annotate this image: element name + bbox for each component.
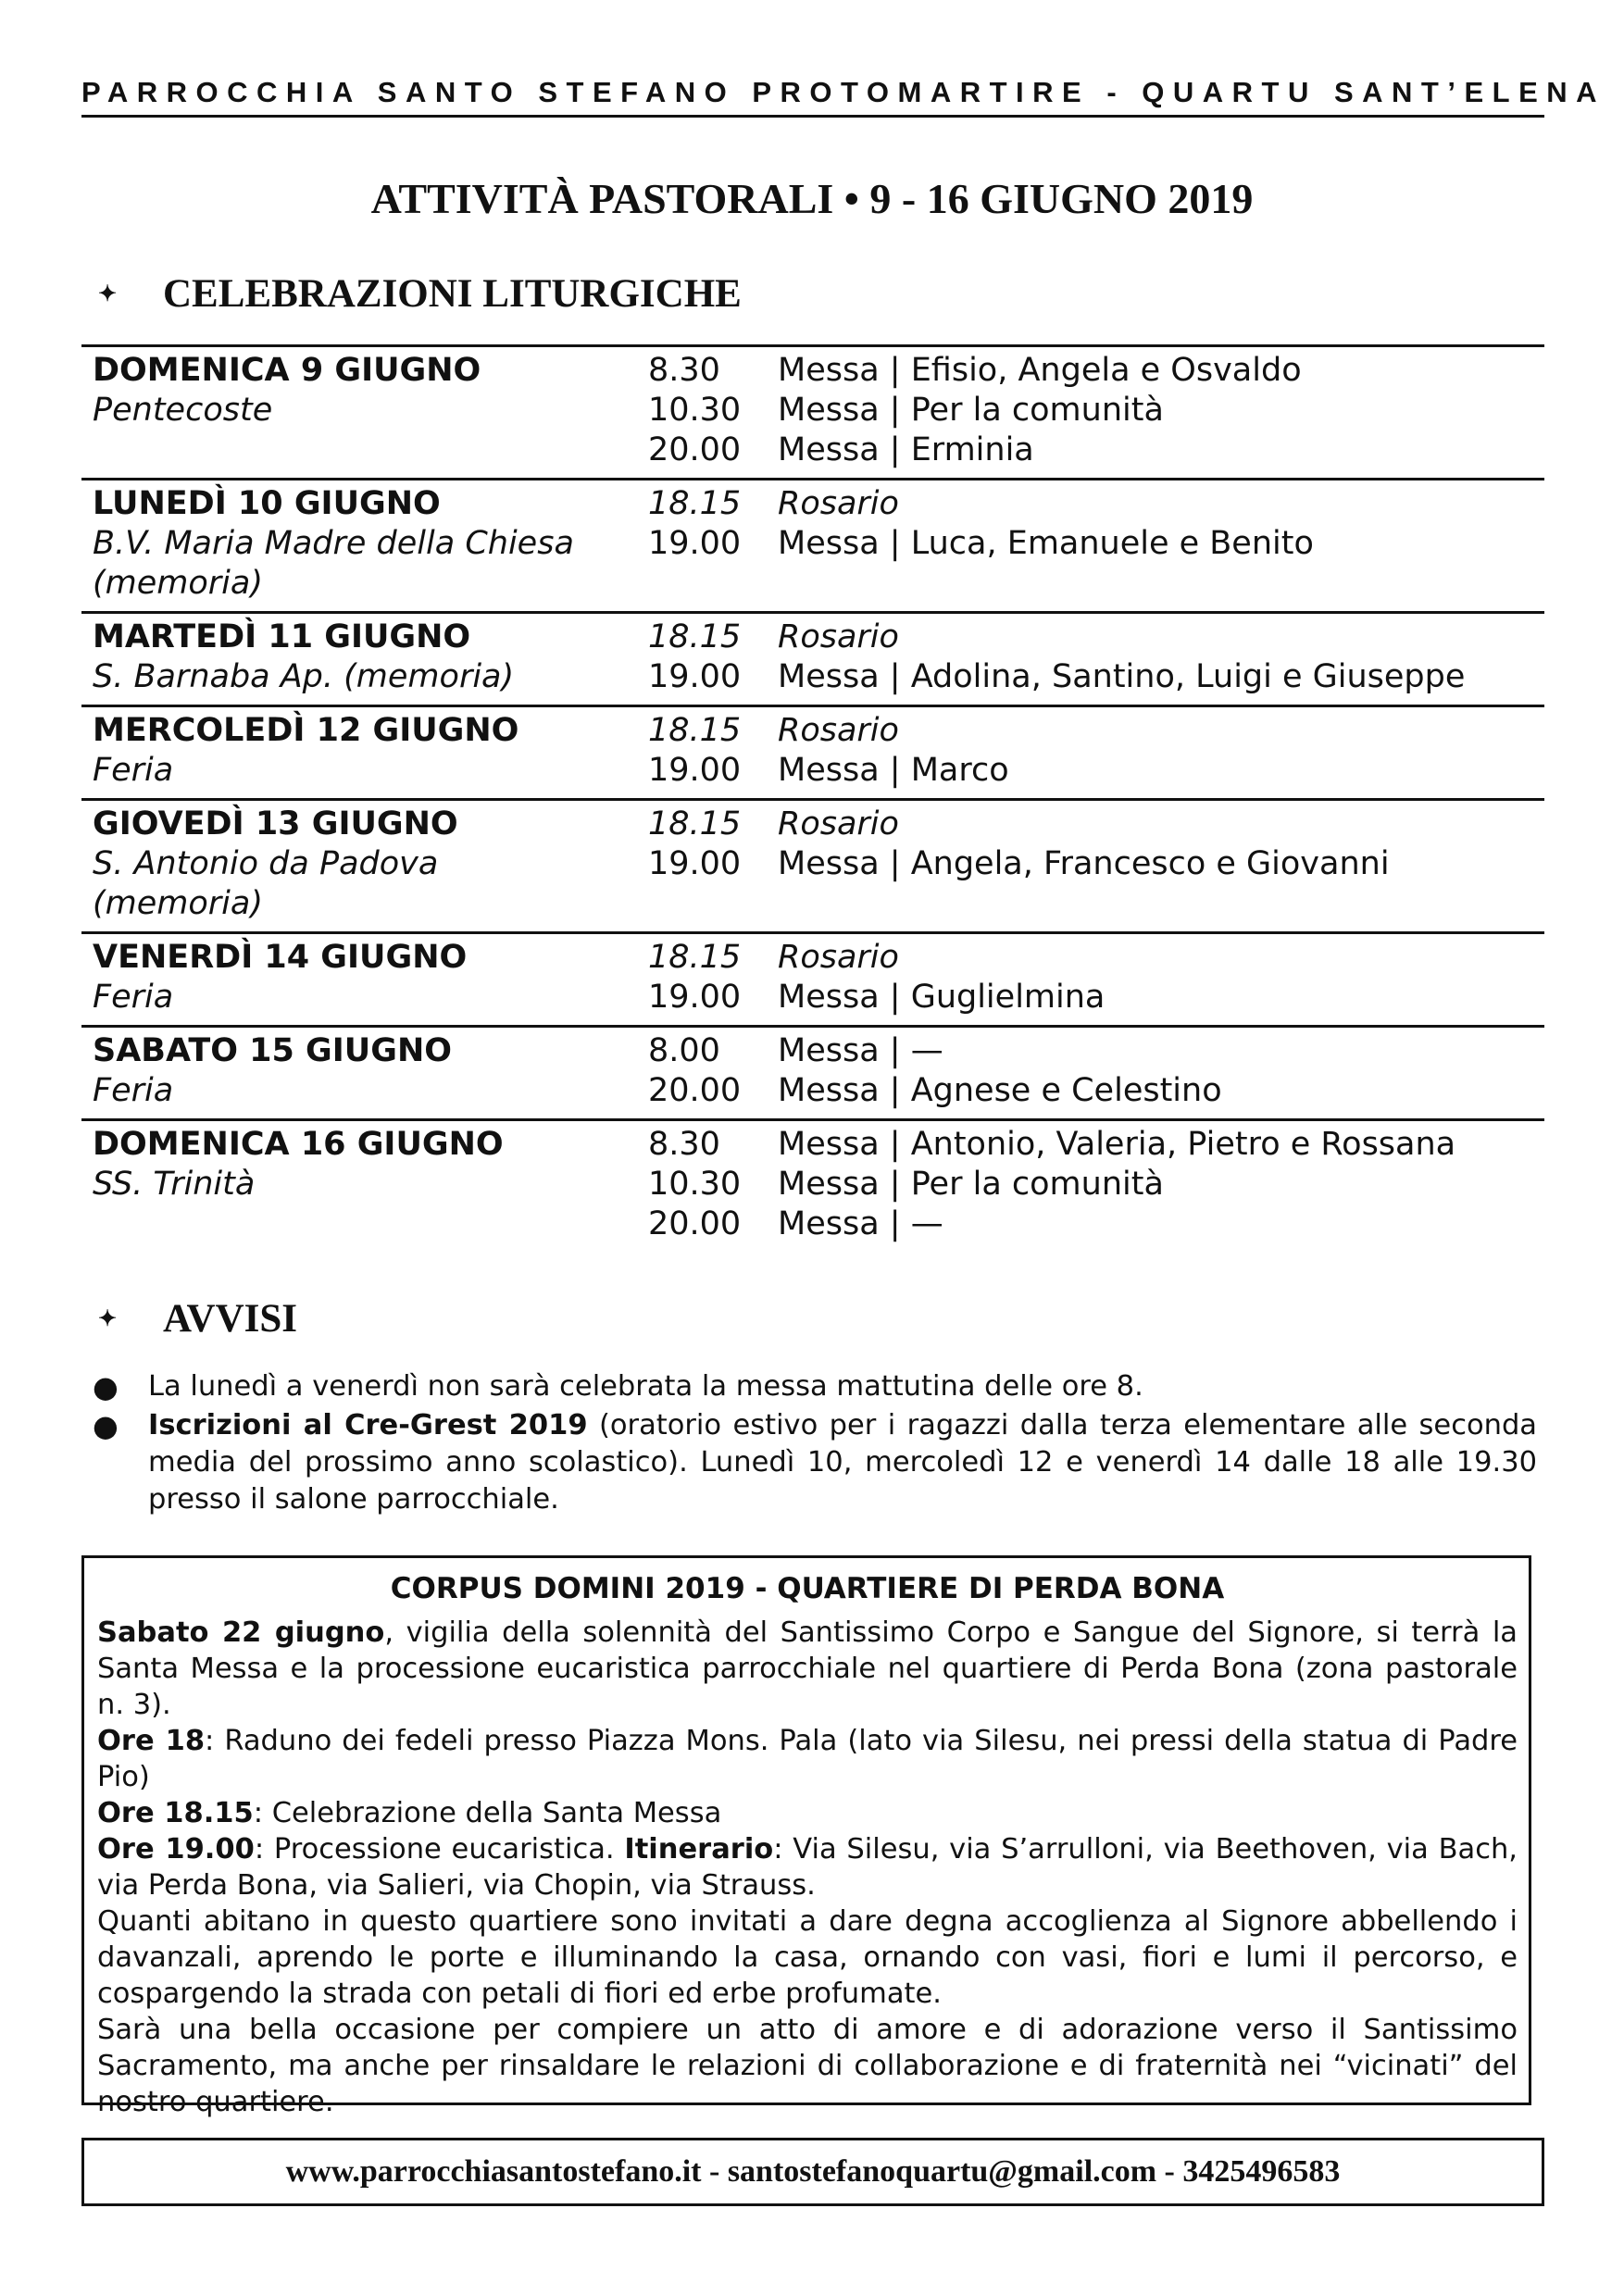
box-body [97, 1615, 1518, 2120]
day-row [81, 1031, 1544, 1071]
day-name: SABATO 15 GIUGNO [93, 1032, 452, 1069]
event-description: Messa | Erminia [778, 431, 1034, 468]
box-paragraph [97, 2012, 1518, 2120]
day-row [81, 391, 1544, 430]
box-paragraph [97, 1723, 1518, 1795]
event-description: Rosario [778, 939, 899, 976]
event-time: 19.00 [648, 845, 742, 882]
text-run: Quanti abitano in questo quartiere sono invitati a dare degna accoglienza al Signore abbellendo i davanzali, aprendo le porte e illuminando la casa, ornando con vasi, fiori e lumi il percorso, e cospargendo la strada con petali di fiori ed erbe profumate. [97, 1905, 1518, 2010]
day-name: MERCOLEDÌ 12 GIUGNO [93, 712, 519, 749]
bold-text: Ore 19.00 [97, 1833, 255, 1866]
liturgical-day: Feria [93, 979, 174, 1016]
liturgical-day: Pentecoste [93, 392, 273, 429]
liturgical-day: SS. Trinità [93, 1166, 256, 1203]
event-description: Messa | Marco [778, 752, 1009, 789]
event-description: Messa | — [778, 1205, 943, 1242]
day-name: LUNEDÌ 10 GIUGNO [93, 485, 441, 522]
event-time: 18.15 [648, 712, 742, 749]
text-run: : Raduno dei fedeli presso Piazza Mons. Pala (lato via Silesu, nei pressi della statua di Padre Pio) [97, 1725, 1518, 1793]
event-description: Rosario [778, 485, 899, 522]
contact-footer: www.parrocchiasantostefano.it - santostefanoquartu@gmail.com - 3425496583 [81, 2138, 1544, 2206]
event-description: Messa | Angela, Francesco e Giovanni [778, 845, 1390, 882]
day-block [81, 1118, 1544, 1252]
event-time: 20.00 [648, 1205, 742, 1242]
day-row [81, 884, 1544, 924]
day-block [81, 611, 1544, 705]
event-time: 8.30 [648, 352, 720, 389]
four-pointed-star-icon: ✦ [98, 1307, 118, 1331]
day-name: GIOVEDÌ 13 GIUGNO [93, 805, 458, 842]
day-row [81, 351, 1544, 391]
event-time: 8.00 [648, 1032, 720, 1069]
day-row [81, 711, 1544, 751]
day-row [81, 978, 1544, 1017]
day-block [81, 344, 1544, 478]
bold-text: Ore 18.15 [97, 1797, 254, 1829]
box-paragraph [97, 1615, 1518, 1723]
day-row [81, 1125, 1544, 1165]
box-title: CORPUS DOMINI 2019 - QUARTIERE DI PERDA BONA [390, 1572, 1225, 1605]
text-run: Sarà una bella occasione per compiere un atto di amore e di adorazione verso il Santissimo Sacramento, ma anche per rinsaldare le relazioni di collaborazione e di fraternità nei “vicinati” del nostro quartiere. [97, 2014, 1518, 2118]
text-run: (oratorio estivo per i ragazzi dalla terza elementare alle seconda media del prossimo anno scolastico). Lunedì 10, mercoledì 12 e venerdì 14 dalle 18 alle 19.30 presso il salone parrocchiale. [148, 1409, 1537, 1516]
parish-header: PARROCCHIA SANTO STEFANO PROTOMARTIRE - QUARTU SANT’ELENA [81, 76, 1606, 108]
text-run: : Via Silesu, via S’arrulloni, via Beethoven, via Bach, via Perda Bona, via Salieri, via Chopin, via Strauss. [97, 1833, 1518, 1902]
bullet-icon: ● [93, 1369, 119, 1404]
notice-item [93, 1368, 1537, 1405]
event-description: Messa | Luca, Emanuele e Benito [778, 525, 1314, 562]
liturgical-day: Feria [93, 1072, 174, 1109]
text-run: : Processione eucaristica. [254, 1833, 625, 1866]
day-row [81, 524, 1544, 564]
liturgical-day: B.V. Maria Madre della Chiesa [93, 525, 574, 562]
day-block [81, 1025, 1544, 1118]
day-row [81, 938, 1544, 978]
text-run: : Celebrazione della Santa Messa [253, 1797, 722, 1829]
day-row [81, 1071, 1544, 1111]
event-description: Messa | Per la comunità [778, 392, 1164, 429]
event-description: Rosario [778, 805, 899, 842]
event-time: 19.00 [648, 979, 742, 1016]
liturgical-day: (memoria) [93, 565, 264, 602]
event-time: 20.00 [648, 1072, 742, 1109]
corpus-domini-box [81, 1555, 1531, 2118]
event-description: Messa | Antonio, Valeria, Pietro e Rossana [778, 1126, 1456, 1163]
event-description: Messa | — [778, 1032, 943, 1069]
event-description: Messa | Guglielmina [778, 979, 1106, 1016]
bold-text: Ore 18 [97, 1725, 206, 1757]
bold-text: Itinerario [624, 1833, 774, 1866]
bold-text: Sabato 22 giugno [97, 1616, 385, 1649]
day-block [81, 705, 1544, 798]
event-time: 8.30 [648, 1126, 720, 1163]
box-paragraph [97, 1795, 1518, 1831]
text-run: La lunedì a venerdì non sarà celebrata la messa mattutina delle ore 8. [148, 1370, 1143, 1403]
day-row [81, 751, 1544, 791]
day-row [81, 844, 1544, 884]
empty-cell [81, 430, 648, 470]
box-paragraph [97, 1903, 1518, 2012]
liturgical-day: S. Antonio da Padova [93, 845, 439, 882]
liturgy-schedule [81, 344, 1544, 1252]
event-time: 10.30 [648, 392, 742, 429]
day-row [81, 430, 1544, 470]
notices-list [93, 1368, 1537, 1520]
liturgical-day: Feria [93, 752, 174, 789]
event-time: 18.15 [648, 805, 742, 842]
empty-cell [81, 1204, 648, 1244]
page-title: ATTIVITÀ PASTORALI • 9 - 16 GIUGNO 2019 [370, 175, 1254, 222]
day-row [81, 805, 1544, 844]
box-paragraph [97, 1831, 1518, 1903]
day-block [81, 931, 1544, 1025]
liturgical-day: (memoria) [93, 885, 264, 922]
bullet-icon: ● [93, 1408, 119, 1443]
event-description: Rosario [778, 618, 899, 655]
header-divider [81, 115, 1544, 118]
day-row [81, 484, 1544, 524]
event-description: Messa | Efisio, Angela e Osvaldo [778, 352, 1302, 389]
event-time: 19.00 [648, 658, 742, 695]
day-name: DOMENICA 9 GIUGNO [93, 352, 481, 389]
event-description: Rosario [778, 712, 899, 749]
day-name: DOMENICA 16 GIUGNO [93, 1126, 504, 1163]
event-time: 19.00 [648, 752, 742, 789]
section-heading-celebrazioni: ✦ CELEBRAZIONI LITURGICHE [98, 272, 742, 316]
event-time: 18.15 [648, 618, 742, 655]
day-row [81, 1165, 1544, 1204]
event-time: 10.30 [648, 1166, 742, 1203]
day-row [81, 618, 1544, 657]
event-time: 20.00 [648, 431, 742, 468]
four-pointed-star-icon: ✦ [98, 282, 118, 306]
day-block [81, 798, 1544, 931]
event-description: Messa | Agnese e Celestino [778, 1072, 1222, 1109]
event-description: Messa | Adolina, Santino, Luigi e Giuseppe [778, 658, 1466, 695]
bold-text: Iscrizioni al Cre-Grest 2019 [148, 1409, 588, 1441]
day-row [81, 564, 1544, 604]
day-name: VENERDÌ 14 GIUGNO [93, 939, 468, 976]
notice-item [93, 1407, 1537, 1518]
event-time: 18.15 [648, 939, 742, 976]
day-name: MARTEDÌ 11 GIUGNO [93, 618, 471, 655]
day-row [81, 1204, 1544, 1244]
day-row [81, 657, 1544, 697]
liturgical-day: S. Barnaba Ap. (memoria) [93, 658, 515, 695]
event-time: 19.00 [648, 525, 742, 562]
day-block [81, 478, 1544, 611]
event-time: 18.15 [648, 485, 742, 522]
event-description: Messa | Per la comunità [778, 1166, 1164, 1203]
section-heading-avvisi: ✦ AVVISI [98, 1297, 297, 1341]
text-run: , vigilia della solennità del Santissimo Corpo e Sangue del Signore, si terrà la Santa Messa e la processione eucaristica parrocchiale nel quartiere di Perda Bona (zona pastorale n. 3). [97, 1616, 1518, 1721]
